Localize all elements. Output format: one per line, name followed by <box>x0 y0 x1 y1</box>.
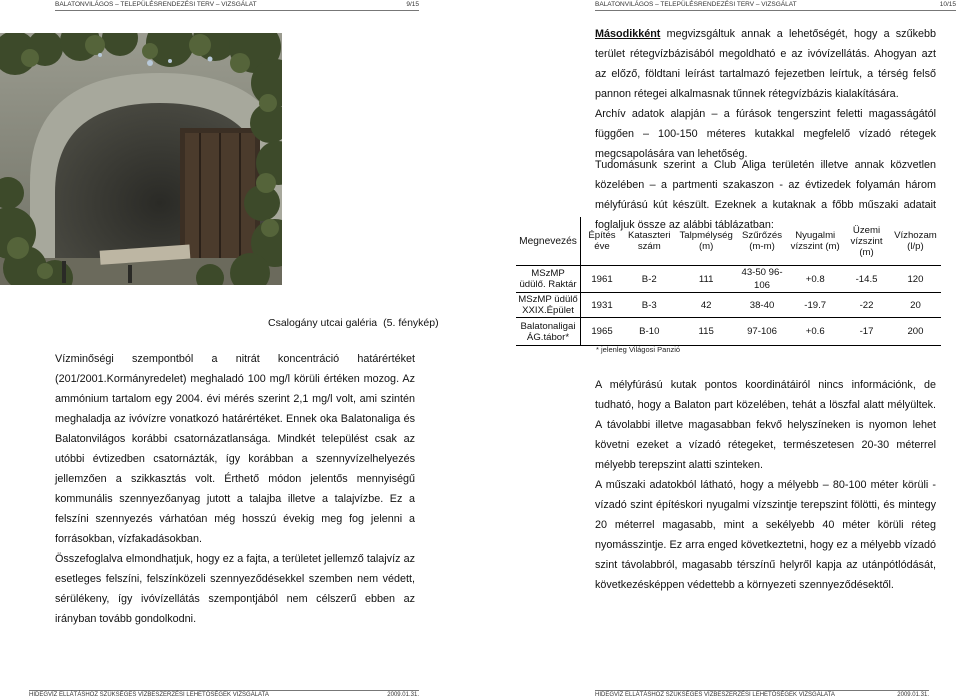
body-text <box>55 349 415 629</box>
table-cell: MSzMP üdülő. Raktár <box>516 266 581 293</box>
column-header: Üzemi vízszint (m) <box>843 217 890 266</box>
right-page <box>480 0 960 700</box>
footer-title: HIDEGVÍZ ELLÁTÁSHOZ SZÜKSÉGES VÍZBESZERZÉSI LEHETŐSÉGEK VIZSGÁLATA <box>29 692 269 698</box>
table-footnote: * jelenleg Világosi Panzió <box>596 345 681 354</box>
column-header: Megnevezés <box>516 217 581 266</box>
column-header: Vízhozam (l/p) <box>890 217 941 266</box>
table-cell: MSzMP üdülő XXIX.Épület <box>516 293 581 318</box>
footer-title: HIDEGVÍZ ELLÁTÁSHOZ SZÜKSÉGES VÍZBESZERZÉSI LEHETŐSÉGEK VIZSGÁLATA <box>595 692 835 698</box>
paragraph: A műszaki adatokból látható, hogy a mélyebb – 80-100 méter körüli - vízadó szint építéskori nyugalmi vízszintje terepszint fölötti, és mintegy 20 méterrel magasabb, mint a sekélyebb 40 méter körüli réteg nyomásszintje. Ez arra enged következtetni, hogy ez a mélyebb vízadó szint távolabbról, magasabb térszínű helyről kapja az utánpótlódását, következésképpen védettebb a környezeti szennyeződésektől. <box>595 479 936 591</box>
paragraph <box>595 24 936 104</box>
emphasis-word: Másodikként <box>595 28 661 40</box>
caption-text: Csalogány utcai galéria <box>268 317 378 329</box>
footer-date: 2009.01.31. <box>897 692 929 698</box>
table-cell: B-3 <box>623 293 676 318</box>
table-cell: 97-106 <box>737 318 787 346</box>
table-row <box>516 266 941 293</box>
column-header: Építés éve <box>581 217 624 266</box>
paragraph: Összefoglalva elmondhatjuk, hogy ez a fajta, a területet jellemző talajvíz az esetleges felszíni, felszínközeli szennyeződésekkel szemben nem védett, sérülékeny, így ivóvízellátás szempontjából nem célszerű ebben az irányban tovább gondolkodni. <box>55 553 415 625</box>
header-title: BALATONVILÁGOS – TELEPÜLÉSRENDEZÉSI TERV – VIZSGÁLAT <box>595 1 797 8</box>
table-cell: 1965 <box>581 318 624 346</box>
table-cell: +0.6 <box>787 318 843 346</box>
body-text <box>595 24 936 164</box>
table-cell: 43-50 96-106 <box>737 266 787 293</box>
table-cell: -22 <box>843 293 890 318</box>
table-cell: Balatonaligai ÁG.tábor* <box>516 318 581 346</box>
page-header <box>595 0 956 11</box>
photo-caption <box>268 317 439 329</box>
paragraph: Vízminőségi szempontból a nitrát koncentráció határértéket (201/2001.Kormányredelet) meghaladó 100 mg/l körüli értéken mozog. Az ammónium tartalom egy 2004. évi mérés szerint 2,1 mg/l volt, ami szintén meghaladja az ivóvízre vonatkozó határértéket. Ennek oka Balatonaliga és Balatonvilágos korábbi csatornázatlansága. Mindkét települést csak az utóbbi évtizedben csatornázták, így korábban a szennyvízelhelyezés jellemzően a szikkasztás volt. Érthető módon jelentős mennyiségű kommunális szennyezőanyag jutott a talajba illetve a talajvízbe. Ez a felszíni szennyezés várhatóan még hosszú évekig meg fog jelenni a forrásokban, vízfakadásokban. <box>55 353 415 545</box>
table-cell: 38-40 <box>737 293 787 318</box>
wells-table <box>516 217 941 346</box>
header-title: BALATONVILÁGOS – TELEPÜLÉSRENDEZÉSI TERV – VIZSGÁLAT <box>55 1 257 8</box>
table-cell: 1931 <box>581 293 624 318</box>
table-header-row <box>516 217 941 266</box>
table-cell: B-2 <box>623 266 676 293</box>
paragraph: Archív adatok alapján – a fúrások tengerszint feletti magasságától függően – 100-150 méteres kutakkal megfelelő vízadó rétegek megcsapolására van lehetőség. <box>595 108 936 160</box>
table-row <box>516 293 941 318</box>
table-cell: 200 <box>890 318 941 346</box>
column-header: Kataszteri szám <box>623 217 676 266</box>
table-cell: +0.8 <box>787 266 843 293</box>
table-row <box>516 318 941 346</box>
caption-photo-ref: (5. fénykép) <box>383 317 439 329</box>
table-cell: 1961 <box>581 266 624 293</box>
table-cell: -17 <box>843 318 890 346</box>
page-header <box>55 0 419 11</box>
table-cell: B-10 <box>623 318 676 346</box>
body-text <box>595 375 936 595</box>
page-footer <box>29 690 419 700</box>
table-cell: -14.5 <box>843 266 890 293</box>
table-cell: 20 <box>890 293 941 318</box>
table-cell: 111 <box>676 266 737 293</box>
paragraph: A mélyfúrású kutak pontos koordinátáiról nincs információnk, de tudható, hogy a Balaton part közelében, tehát a löszfal alatt mélyültek. A távolabbi illetve magasabban fekvő helyszíneken is nyomon lehet követni ezeket a vízadó rétegeket, természetesen 20-30 méterrel mélyebb terepszint alatti szinteken. <box>595 379 936 471</box>
table-cell: 42 <box>676 293 737 318</box>
page-number: 10/15 <box>939 1 956 8</box>
page-number: 9/15 <box>406 1 419 8</box>
paragraph-text: megvizsgáltuk annak a lehetőségét, hogy a szűkebb terület rétegvízbázisából megoldható e az ivóvízellátás. Ahogyan azt az előző, földtani leírást tartalmazó fejezetben leírtuk, a térség felső pannon rétegei alkalmasnak tűnnek rétegvízbázis kialakítására. <box>595 28 936 100</box>
page-footer <box>595 690 929 700</box>
paragraph: Tudomásunk szerint a Club Aliga területén illetve annak közvetlen közelében – a partmenti szakaszon - az évtizedek folyamán három mélyfúrású kút készült. Ezeknek a kutaknak a főbb műszaki adatait foglaljuk össze az alábbi táblázatban: <box>595 159 936 231</box>
footer-date: 2009.01.31. <box>387 692 419 698</box>
column-header: Nyugalmi vízszint (m) <box>787 217 843 266</box>
table-cell: 120 <box>890 266 941 293</box>
gallery-tunnel-photo <box>0 33 282 285</box>
table-cell: 115 <box>676 318 737 346</box>
column-header: Szűrőzés (m-m) <box>737 217 787 266</box>
table-cell: -19.7 <box>787 293 843 318</box>
column-header: Talpmélység (m) <box>676 217 737 266</box>
